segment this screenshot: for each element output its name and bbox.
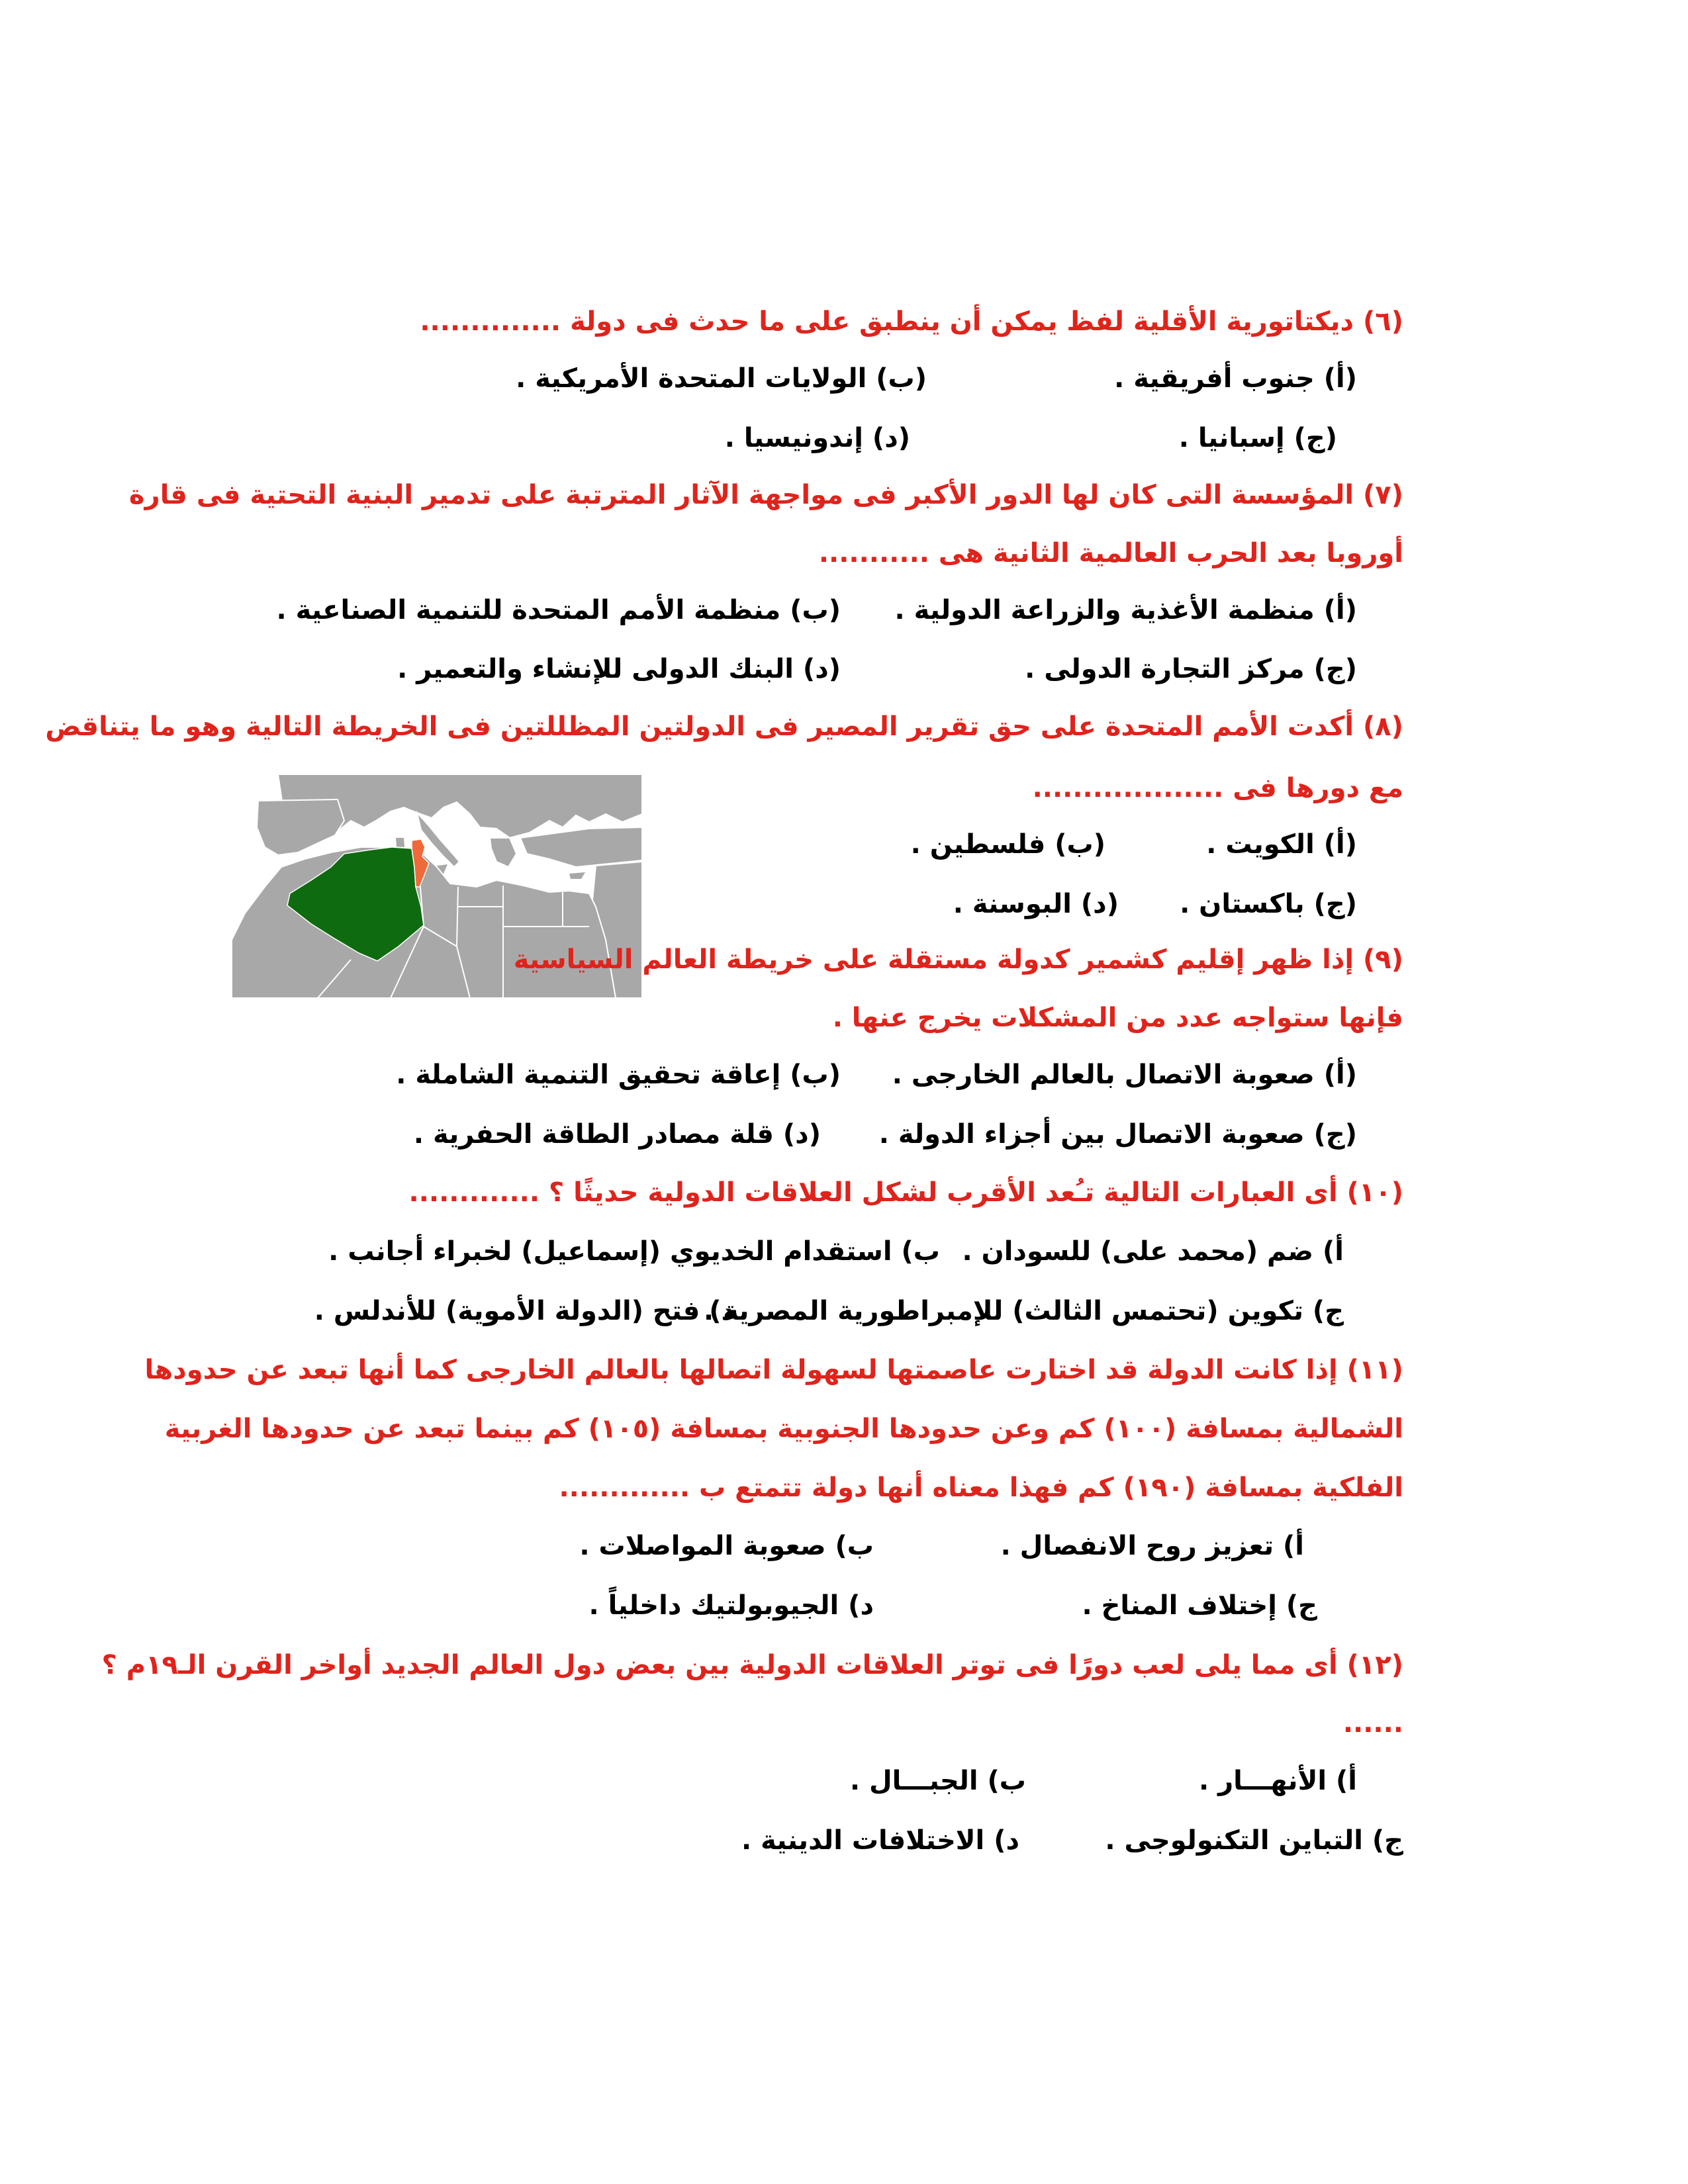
q9-stem-line2: فإنها ستواجه عدد من المشكلات يخرج عنها . xyxy=(832,1003,1403,1033)
q11-option-a[interactable]: أ) تعزيز روح الانفصال . xyxy=(1000,1531,1304,1561)
q11-option-c[interactable]: ج) إختلاف المناخ . xyxy=(1082,1590,1317,1621)
q12-option-a[interactable]: أ) الأنهـــار . xyxy=(1198,1766,1357,1796)
q10-option-a[interactable]: أ) ضم (محمد على) للسودان . xyxy=(962,1236,1344,1267)
q6-option-d[interactable]: (د) إندونيسيا . xyxy=(724,423,910,453)
q6-option-c[interactable]: (ج) إسبانيا . xyxy=(1178,423,1337,453)
q9-option-d[interactable]: (د) قلة مصادر الطاقة الحفرية . xyxy=(413,1119,821,1150)
q8-stem-line2: مع دورها فى ................... xyxy=(1032,773,1403,803)
q8-option-d[interactable]: (د) البوسنة . xyxy=(953,889,1119,919)
q9-option-b[interactable]: (ب) إعاقة تحقيق التنمية الشاملة . xyxy=(396,1060,841,1090)
q10-option-d[interactable]: د) فتح (الدولة الأموية) للأندلس . xyxy=(314,1296,735,1326)
q10-stem: (١٠) أى العبارات التالية تـُعد الأقرب لشكل العلاقات الدولية حديثًا ؟ ............. xyxy=(408,1177,1403,1208)
q8-option-a[interactable]: (أ) الكويت . xyxy=(1206,829,1357,860)
q12-option-d[interactable]: د) الاختلافات الدينية . xyxy=(741,1825,1019,1856)
q12-stem-line1: (١٢) أى مما يلى لعب دورًا فى توتر العلاقات الدولية بين بعض دول العالم الجديد أواخر القرن الـ١٩م ؟ xyxy=(101,1650,1403,1680)
q7-stem-line2: أوروبا بعد الحرب العالمية الثانية هى ........... xyxy=(818,538,1403,569)
q11-stem-line2: الشمالية بمسافة (١٠٠) كم وعن حدودها الجنوبية بمسافة (١٠٥) كم بينما تبعد عن حدودها الغربية xyxy=(164,1414,1403,1444)
q8-stem-line1: (٨) أكدت الأمم المتحدة على حق تقرير المصير فى الدولتين المظللتين فى الخريطة التالية وهو ما يتناقض xyxy=(45,711,1403,742)
q6-option-b[interactable]: (ب) الولايات المتحدة الأمريكية . xyxy=(516,363,927,394)
q8-option-c[interactable]: (ج) باكستان . xyxy=(1180,889,1357,919)
q7-option-a[interactable]: (أ) منظمة الأغذية والزراعة الدولية . xyxy=(894,595,1357,625)
q11-stem-line1: (١١) إذا كانت الدولة قد اختارت عاصمتها لسهولة اتصالها بالعالم الخارجى كما أنها تبعد عن حدودها xyxy=(144,1355,1403,1385)
q7-option-d[interactable]: (د) البنك الدولى للإنشاء والتعمير . xyxy=(397,654,841,684)
q7-option-c[interactable]: (ج) مركز التجارة الدولى . xyxy=(1025,654,1357,684)
q10-option-b[interactable]: ب) استقدام الخديوي (إسماعيل) لخبراء أجانب . xyxy=(328,1236,940,1267)
q12-stem-line2: ...... xyxy=(1342,1708,1403,1739)
q11-option-d[interactable]: د) الجيوبولتيك داخلياً . xyxy=(588,1590,874,1621)
q12-option-b[interactable]: ب) الجبـــال . xyxy=(849,1766,1026,1796)
q8-option-b[interactable]: (ب) فلسطين . xyxy=(910,829,1105,860)
q6-option-a[interactable]: (أ) جنوب أفريقية . xyxy=(1114,363,1357,394)
q12-option-c[interactable]: ج) التباين التكنولوجى . xyxy=(1105,1825,1403,1856)
q6-stem: (٦) ديكتاتورية الأقلية لفظ يمكن أن ينطبق على ما حدث فى دولة .............. xyxy=(420,306,1403,337)
q9-stem-line1: (٩) إذا ظهر إقليم كشمير كدولة مستقلة على خريطة العالم السياسية xyxy=(513,944,1403,975)
q7-option-b[interactable]: (ب) منظمة الأمم المتحدة للتنمية الصناعية . xyxy=(276,595,841,625)
q11-stem-line3: الفلكية بمسافة (١٩٠) كم فهذا معناه أنها دولة تتمتع ب ............. xyxy=(559,1473,1403,1503)
q7-stem-line1: (٧) المؤسسة التى كان لها الدور الأكبر فى مواجهة الآثار المترتبة على تدمير البنية التحتية فى قارة xyxy=(129,480,1403,510)
q10-option-c[interactable]: ج) تكوين (تحتمس الثالث) للإمبراطورية المصرية . xyxy=(703,1296,1344,1326)
q9-option-c[interactable]: (ج) صعوبة الاتصال بين أجزاء الدولة . xyxy=(878,1119,1357,1150)
q9-option-a[interactable]: (أ) صعوبة الاتصال بالعالم الخارجى . xyxy=(892,1060,1357,1090)
q11-option-b[interactable]: ب) صعوبة المواصلات . xyxy=(579,1531,874,1561)
